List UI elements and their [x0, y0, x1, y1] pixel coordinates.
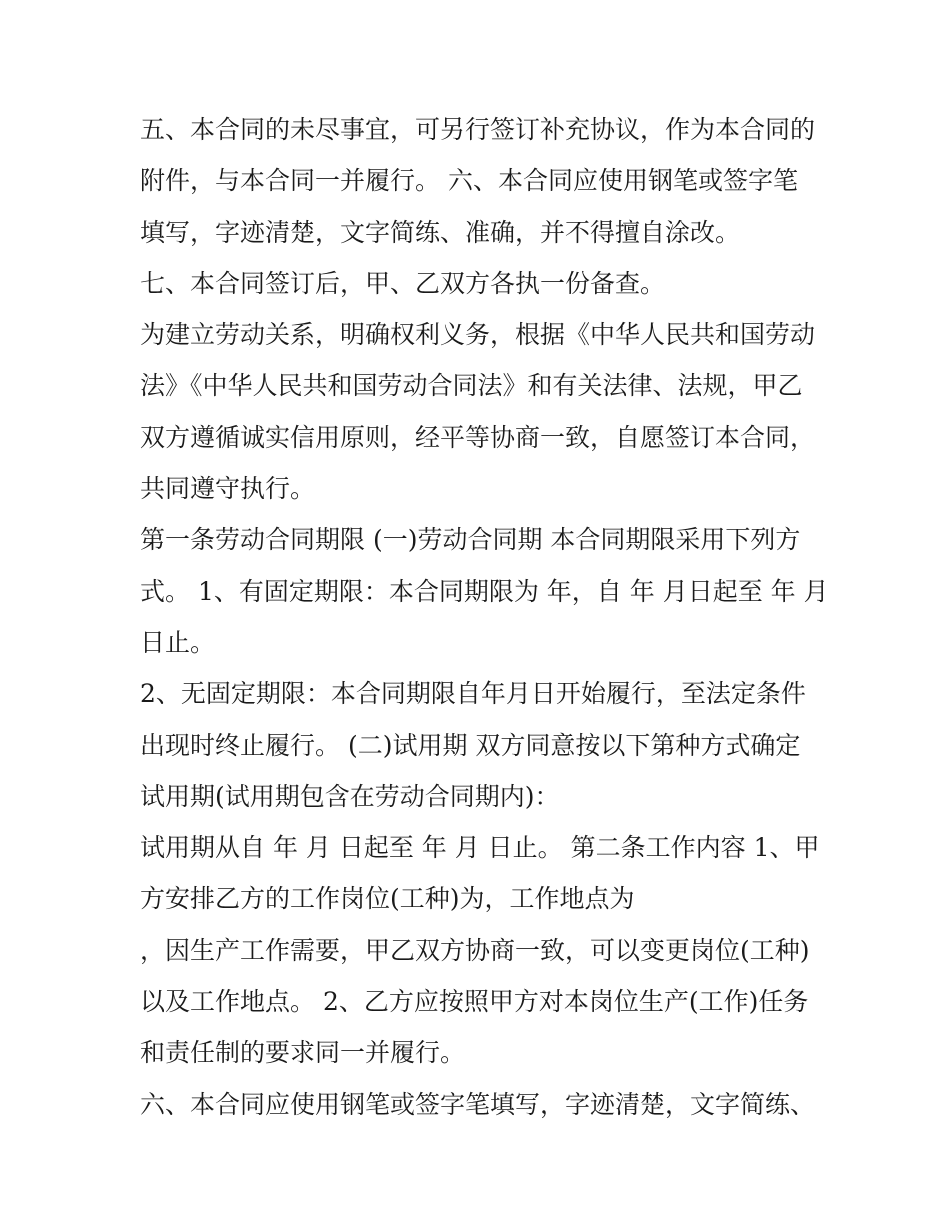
text-line: 和责任制的要求同一并履行。: [140, 1038, 466, 1068]
text-line: 法》《中华人民共和国劳动合同法》和有关法律、法规，甲乙: [140, 371, 803, 401]
text-line: 试用期(试用期包含在劳动合同期内)：: [140, 781, 560, 811]
text-line: ，因生产工作需要，甲乙双方协商一致，可以变更岗位(工种): [140, 935, 810, 965]
text-line: 出现时终止履行。 (二)试用期 双方同意按以下第种方式确定: [140, 730, 801, 760]
text-line: 七、本合同签订后，甲、乙双方各执一份备查。: [140, 268, 666, 298]
text-line: 附件，与本合同一并履行。 六、本合同应使用钢笔或签字笔: [140, 166, 798, 196]
text-line: 日止。: [140, 627, 216, 657]
text-line: 方安排乙方的工作岗位(工种)为，工作地点为: [140, 884, 635, 914]
text-line: 共同遵守执行。: [140, 474, 316, 504]
text-line: 式。 1、有固定期限：本合同期限为 年，自 年 月日起至 年 月: [140, 576, 829, 606]
text-line: 第一条劳动合同期限 (一)劳动合同期 本合同期限采用下列方: [140, 525, 801, 555]
text-line: 六、本合同应使用钢笔或签字笔填写，字迹清楚，文字简练、: [140, 1089, 816, 1119]
text-line: 为建立劳动关系，明确权利义务，根据《中华人民共和国劳动: [140, 320, 816, 350]
text-line: 双方遵循诚实信用原则，经平等协商一致，自愿签订本合同，: [140, 422, 816, 452]
text-line: 以及工作地点。 2、乙方应按照甲方对本岗位生产(工作)任务: [140, 987, 809, 1017]
text-line: 2、无固定期限：本合同期限自年月日开始履行，至法定条件: [140, 679, 806, 709]
text-line: 试用期从自 年 月 日起至 年 月 日止。 第二条工作内容 1、甲: [140, 833, 820, 863]
text-line: 填写，字迹清楚，文字简练、准确，并不得擅自涂改。: [140, 217, 741, 247]
text-line: 五、本合同的未尽事宜，可另行签订补充协议，作为本合同的: [140, 115, 816, 144]
document-body: [140, 104, 829, 1130]
